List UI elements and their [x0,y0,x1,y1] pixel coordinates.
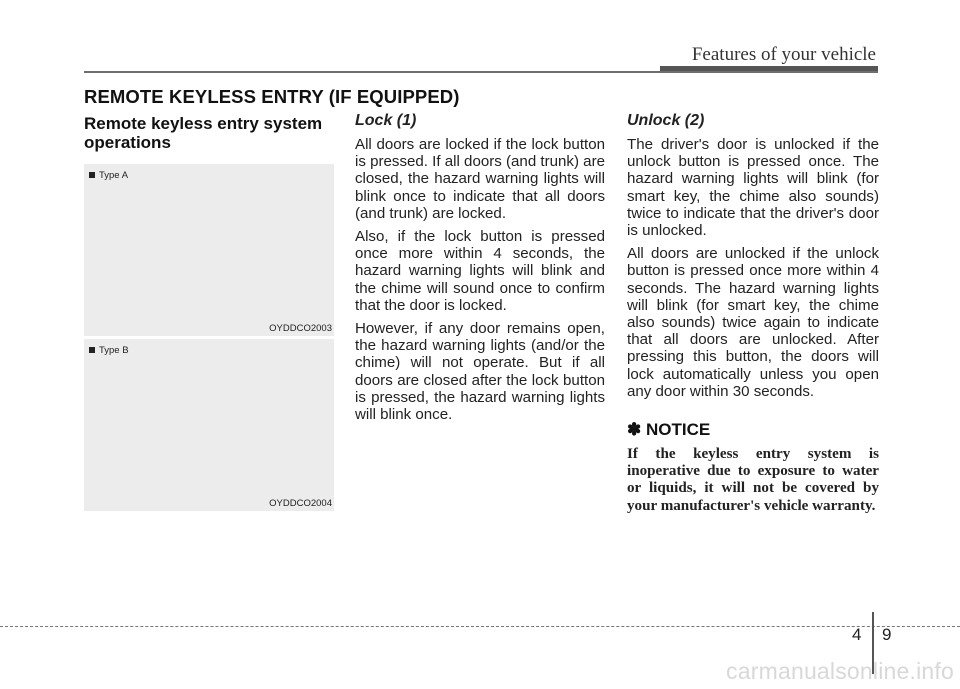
column-left [84,114,334,511]
lock-paragraph: However, if any door remains open, the hazard warning lights (and/or the chime) will not operate. But if all doors are closed after the lock button is pressed, the hazard warning lights will blink once. [355,320,605,424]
page-header-title: Features of your vehicle [691,44,876,65]
subsection-heading: Remote keyless entry system operations [84,114,323,152]
section-heading: REMOTE KEYLESS ENTRY (IF EQUIPPED) [84,86,460,107]
unlock-heading: Unlock (2) [627,112,705,129]
watermark: carmanualsonline.info [726,658,954,684]
page-number: 9 [882,625,892,644]
figure-label: Type A [89,170,128,181]
lock-paragraph: Also, if the lock button is pressed once more within 4 seconds, the hazard warning lights will blink and the chime will sound once to confirm that the door is locked. [355,228,605,314]
unlock-paragraph: All doors are unlocked if the unlock button is pressed once more within 4 seconds. The hazard warning lights will blink (for smart key, the chime also sounds) twice again to indicate that all doors are unlocked. After pressing this button, the doors will lock automatically unless you open any door within 30 seconds. [627,245,879,400]
figure-type-b [84,339,334,511]
notice-heading: ✽ NOTICE [627,420,711,440]
figure-code: OYDDCO2004 [269,498,332,509]
column-right [627,114,879,515]
lock-heading: Lock (1) [355,112,417,129]
chapter-number: 4 [852,625,862,644]
figure-type-a [84,164,334,336]
square-bullet-icon [89,172,95,178]
notice-text: If the keyless entry system is inoperative due to exposure to water or liquids, it will not be covered by your manufacturer's vehicle warranty. [627,446,879,514]
column-middle [355,114,605,429]
asterisk-icon: ✽ [627,420,642,440]
figure-label: Type B [89,345,129,356]
header-rule [84,71,878,73]
figure-code: OYDDCO2003 [269,323,332,334]
footer-rule [0,626,960,627]
unlock-paragraph: The driver's door is unlocked if the unlock button is pressed once. The hazard warning lights will blink (for smart key, the chime also sounds) twice to indicate that the driver's door is unlocked. [627,136,879,240]
lock-paragraph: All doors are locked if the lock button is pressed. If all doors (and trunk) are closed, the hazard warning lights will blink once to indicate that all doors (and trunk) are locked. [355,136,605,222]
square-bullet-icon [89,347,95,353]
